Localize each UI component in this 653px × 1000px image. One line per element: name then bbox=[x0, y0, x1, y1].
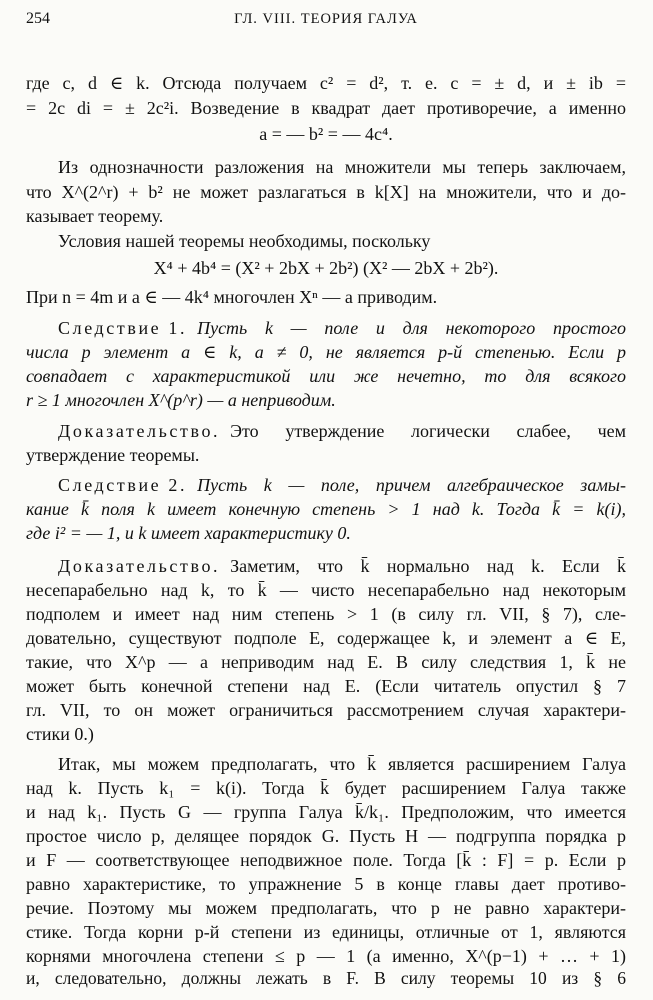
corollary-2-heading: Следствие 2. bbox=[58, 475, 188, 495]
text-line: числа p элемент a ∈ k, a ≠ 0, не является p-й степенью. Если p bbox=[26, 342, 626, 362]
text-line: и F — соответствующее неподвижное поле. Тогда [k̄ : F] = p. Если p bbox=[26, 850, 626, 870]
text-line: Из однозначности разложения на множители мы теперь заключаем, bbox=[58, 157, 626, 177]
text-line: довательно, существуют подполе E, содержащее k, и элемент a ∈ E, bbox=[26, 628, 626, 648]
running-title: ГЛ. VIII. ТЕОРИЯ ГАЛУА bbox=[234, 11, 418, 27]
text-line: утверждение теоремы. bbox=[26, 445, 200, 465]
page-header bbox=[26, 10, 626, 32]
corollary-1-heading: Следствие 1. bbox=[58, 318, 188, 338]
text-line: Итак, мы можем предполагать, что k̄ является расширением Галуа bbox=[58, 754, 626, 774]
text-line: равно характеристике, то упражнение 5 в конце главы дает противо- bbox=[26, 874, 626, 894]
text-line: казывает теорему. bbox=[26, 206, 164, 226]
text-line: несепарабельно над k, то k̄ — чисто несепарабельно над некоторым bbox=[26, 580, 626, 600]
text-line: Заметим, что k̄ нормально над k. Если k̄ bbox=[230, 556, 626, 576]
text-line: стике. Тогда корни p-й степени из единицы, отличные от 1, являются bbox=[26, 922, 626, 942]
text-line: такие, что X^p — a неприводим над E. В силу следствия 1, k̄ не bbox=[26, 652, 626, 672]
display-formula: a = — b² = — 4c⁴. bbox=[259, 124, 393, 144]
proof-heading: Доказательство. bbox=[58, 421, 221, 441]
text-line: и над k₁. Пусть G — группа Галуа k̄/k₁. Предположим, что имеется bbox=[26, 802, 626, 822]
proof-2-first-line bbox=[26, 554, 626, 578]
text-line: простое число p, делящее порядок G. Пусть H — подгруппа порядка p bbox=[26, 826, 626, 846]
text-line: Условия нашей теоремы необходимы, поскольку bbox=[58, 231, 431, 251]
text-line: = 2c di = ± 2c²i. Возведение в квадрат дает противоречие, а именно bbox=[26, 98, 626, 118]
text-line: может быть конечной степени над E. (Если читатель опустил § 7 bbox=[26, 676, 626, 696]
text-line: r ≥ 1 многочлен X^(p^r) — a неприводим. bbox=[26, 390, 336, 410]
text-line: корнями многочлена степени ≤ p — 1 (а именно, X^(p−1) + … + 1) bbox=[26, 946, 626, 966]
text-line: над k. Пусть k₁ = k(i). Тогда k̄ будет расширением Галуа также bbox=[26, 778, 626, 798]
text-line: кание k̄ поля k имеет конечную степень > 1 над k. Тогда k̄ = k(i), bbox=[26, 499, 626, 519]
corollary-1-first-line bbox=[26, 316, 626, 340]
corollary-2-first-line bbox=[26, 473, 626, 497]
text-line: и, следовательно, должны лежать в F. В силу теоремы 10 из § 6 bbox=[26, 968, 626, 988]
text-line: где i² = — 1, и k имеет характеристику 0. bbox=[26, 523, 351, 543]
text-line: что X^(2^r) + b² не может разлагаться в k[X] на множители, что и до- bbox=[26, 182, 626, 202]
text-line: где c, d ∈ k. Отсюда получаем c² = d², т. е. c = ± d, и ± ib = bbox=[26, 73, 626, 93]
text-line: Пусть k — поле и для некоторого простого bbox=[197, 318, 626, 338]
text-line: совпадает с характеристикой или же нечетно, то для всякого bbox=[26, 366, 626, 386]
text-line: Это утверждение логически слабее, чем bbox=[230, 421, 626, 441]
display-formula: X⁴ + 4b⁴ = (X² + 2bX + 2b²) (X² — 2bX + 2b²). bbox=[153, 258, 499, 278]
text-line: гл. VII, то он может ограничиться рассмотрением случая характери- bbox=[26, 700, 626, 720]
text-line: подполем и имеет над ним степень > 1 (в силу гл. VII, § 7), сле- bbox=[26, 604, 626, 624]
text-line: Пусть k — поле, причем алгебраическое замы- bbox=[197, 475, 626, 495]
text-line: речие. Поэтому мы можем предполагать, что p не равно характери- bbox=[26, 898, 626, 918]
proof-heading: Доказательство. bbox=[58, 556, 221, 576]
proof-1-first-line bbox=[26, 419, 626, 443]
page-number: 254 bbox=[26, 10, 50, 27]
text-line: При n = 4m и a ∈ — 4k⁴ многочлен Xⁿ — a приводим. bbox=[26, 287, 438, 307]
text-line: стики 0.) bbox=[26, 724, 94, 744]
